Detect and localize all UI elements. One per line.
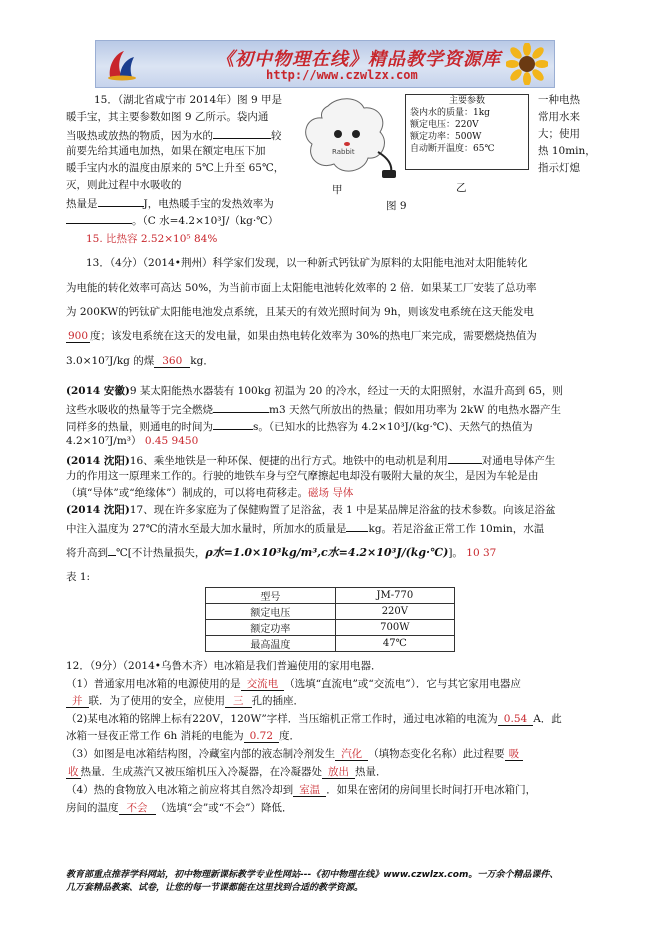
table-label: 表 1:	[66, 571, 91, 583]
table-cell: 最高温度	[206, 636, 336, 652]
q15-blank-2[interactable]	[98, 195, 144, 207]
qah-blank-2[interactable]	[213, 418, 253, 430]
q13-line1: 13．（4分）（2014•荆州）科学家们发现，以一种新式钙钛矿为原料的太阳能电池对太阳能转化	[86, 257, 528, 269]
q13-answer-2: 360	[154, 355, 190, 368]
qsy17-blank-1[interactable]	[346, 520, 368, 532]
q15-right4: 热 10min，	[538, 145, 596, 157]
table-cell: 额定电压	[206, 604, 336, 620]
qah-line3: 同样多的热量，则通电的时间为 s。（已知水的比热容为 4.2×10³J/(kg·℃)、天然气的热值为	[66, 418, 533, 434]
params-header: 主要参数	[448, 96, 485, 106]
q12-answer-energy: 0.72	[244, 730, 279, 743]
q12-answer-parallel: 并	[66, 695, 89, 708]
q13-line2: 为电能的转化效率可高达 50%，为当前市面上太阳能电池转化效率的 2 倍．如果某工厂安装了总功率	[66, 282, 537, 294]
q15-blank-3[interactable]	[66, 212, 132, 224]
q15-right2: 常用水来	[538, 111, 580, 123]
q13-answer-1: 900	[68, 330, 89, 342]
q12-answer-current: 0.54	[498, 713, 533, 726]
qsy16-line3: （填“导体”或“绝缘体”）制成的，可以将电荷移走。磁场 导体	[66, 487, 354, 499]
q15-line3: 当吸热或放热的物质，因为水的 较	[66, 127, 282, 143]
q12-answer-three: 三	[225, 695, 252, 708]
qsy16-blank-1[interactable]	[448, 452, 482, 464]
page-footer	[66, 869, 606, 895]
qah-line2: 这些水吸收的热量等于完全燃烧 m3 天然气所放出的热量；假如用功率为 2kW 的电热水器产生	[66, 401, 561, 417]
q15-line7: 热量是 J，电热暖手宝的发热效率为	[66, 195, 274, 211]
banner-url[interactable]: http://www.czwlzx.com	[266, 68, 418, 82]
q12-line4: （2)某电冰箱的铭牌上标有220V，120W”字样．当压缩机正常工作时，通过电冰箱的电流为 0.54 A．此	[66, 713, 562, 725]
q15-line2: 暖手宝，其主要参数如图 9 乙所示。袋内通	[66, 111, 269, 123]
q13-line4: 900 度；该发电系统在这天的发电量，如果由热电转化效率为 30%的热电厂来完成，需要燃烧热值为	[68, 330, 537, 342]
figure-label-a: 甲	[332, 184, 343, 196]
q12-line3: 并 联．为了使用的安全，应使用 三 孔的插座．	[66, 694, 304, 708]
qsy16-answer: 磁场 导体	[307, 487, 354, 499]
footer-line1: 教育部重点推荐学科网站，初中物理新课标教学专业性网站---《初中物理在线》www.czwlzx.com。一万余个精品课件、	[66, 870, 559, 880]
q15-line5: 暖手宝内水的温度由原来的 5℃上升至 65℃，	[66, 162, 285, 174]
q12-answer-absorb: 吸	[505, 748, 524, 761]
q12-line8: （4）热的食物放入电冰箱之前应将其自然冷却到 室温 ．如果在密闭的房间里长时间打开电冰箱门，	[66, 784, 537, 796]
qah-line1: (2014 安徽)9 某太阳能热水器装有 100kg 初温为 20 的冷水，经过一天的太阳照射，水温升高到 65，则	[66, 385, 563, 397]
params-row: 袋内水的质量：1kg	[410, 108, 490, 118]
table-cell: 型号	[206, 588, 336, 604]
qah-answer: 0.45 9450	[144, 435, 199, 447]
table-row	[206, 588, 455, 604]
q12-answer-vaporize: 汽化	[335, 748, 368, 761]
qah-line4: 4.2×10⁷J/m³） 0.45 9450	[66, 435, 199, 447]
q15-right5: 指示灯熄	[538, 162, 580, 174]
table-cell: 700W	[335, 620, 454, 636]
sunflower-icon	[506, 43, 548, 85]
q12-line1: 12．（9分）（2014•乌鲁木齐）电冰箱是我们普遍使用的家用电器．	[66, 660, 382, 672]
qah-blank-1[interactable]	[213, 401, 269, 413]
qsy17-answer: 10 37	[466, 547, 497, 559]
table-cell: JM-770	[335, 588, 454, 604]
q12-line7: 收 热量．生成蒸汽又被压缩机压入冷凝器，在冷凝器处 放出 热量．	[68, 766, 387, 778]
params-row: 额定电压：220V	[410, 120, 479, 130]
site-banner	[95, 40, 555, 88]
banner-title: 《初中物理在线》精品教学资源库	[216, 49, 501, 70]
qsy17-line3: 将升高到 ℃[不计热量损失，ρ水=1.0×10³kg/m³,c水=4.2×10³J/(kg·℃)]。 10 37	[66, 546, 497, 559]
q12-line5: 冰箱一昼夜正常工作 6h 消耗的电能为 0.72 度．	[66, 730, 301, 742]
qsy17-formula: ρ水=1.0×10³kg/m³,c水=4.2×10³J/(kg·℃)	[205, 546, 449, 559]
table-cell: 额定功率	[206, 620, 336, 636]
params-row: 额定功率：500W	[410, 132, 482, 142]
table-cell: 47℃	[335, 636, 454, 652]
q15-right1: 一种电热	[538, 94, 580, 106]
hand-warmer-label: Rabbit	[332, 148, 355, 156]
q12-line2: （1）普通家用电冰箱的电源使用的是 交流电 （选填“直流电”或“交流电”）．它与其它家用电器应	[66, 678, 521, 690]
q15-answer: 15. 比热容 2.52×10⁵ 84%	[86, 233, 218, 245]
hand-warmer-image	[298, 96, 402, 182]
q12-line9: 房间的温度 不会 （选填“会”或“不会”）降低．	[66, 802, 293, 814]
hand-warmer-params-box	[405, 94, 529, 170]
q12-answer-release: 放出	[322, 766, 355, 779]
q15-line1: 15．（湖北省咸宁市 2014年）图 9 甲是	[94, 94, 283, 106]
qsy16-line1: (2014 沈阳)16、乘坐地铁是一种环保、便捷的出行方式。地铁中的电动机是利用 对通电导体产生	[66, 452, 555, 468]
table-row	[206, 604, 455, 620]
table-row	[206, 620, 455, 636]
footer-line2: 几万套精品教案、试卷，让您的每一节课都能在这里找到合适的教学资源。	[66, 883, 364, 893]
qsy17-line2: 中注入温度为 27℃的清水至最大加水量时，所加水的质量是 kg。若足浴盆正常工作 10min，水温	[66, 520, 544, 536]
qsy17-line1: (2014 沈阳)17、现在许多家庭为了保健购置了足浴盆，表 1 中是某品牌足浴盆的技术参数。向该足浴盆	[66, 504, 556, 516]
params-row: 自动断开温度：65℃	[410, 144, 495, 154]
qsy17-blank-2[interactable]	[108, 544, 116, 556]
q15-line4: 前要先给其通电加热，如果在额定电压下加	[66, 145, 266, 157]
qsy16-line2: 力的作用这一原理来工作的。行驶的地铁车身与空气摩擦起电却没有吸附大量的灰尘，是因为车轮是由	[66, 470, 539, 482]
q13-line5: 3.0×10⁷J/kg 的煤 360 kg．	[66, 355, 214, 367]
spec-table	[205, 587, 455, 652]
q12-answer-no: 不会	[119, 802, 156, 815]
q12-answer-absorb-2: 收	[68, 766, 79, 778]
q13-line3: 为 200KW的钙钛矿太阳能电池发点系统，且某天的有效光照时间为 9h，则该发电系统在这天能发电	[66, 306, 534, 318]
site-logo-icon	[106, 47, 138, 81]
q15-right3: 大；使用	[538, 128, 580, 140]
q12-line6: （3）如图是电冰箱结构图，冷藏室内部的液态制冷剂发生 汽化 （填物态变化名称）此过程要 吸	[66, 747, 523, 761]
q15-blank-1[interactable]	[213, 127, 271, 139]
table-cell: 220V	[335, 604, 454, 620]
q12-answer-room-temp: 室温	[293, 784, 326, 797]
figure-label-b: 乙	[456, 182, 467, 194]
q15-line8: 。（C 水=4.2×10³J/（kg·℃）	[66, 212, 278, 228]
table-row	[206, 636, 455, 652]
q12-answer-ac: 交流电	[241, 678, 285, 691]
figure-caption: 图 9	[386, 200, 407, 212]
q15-line6: 灭，则此过程中水吸收的	[66, 179, 182, 191]
